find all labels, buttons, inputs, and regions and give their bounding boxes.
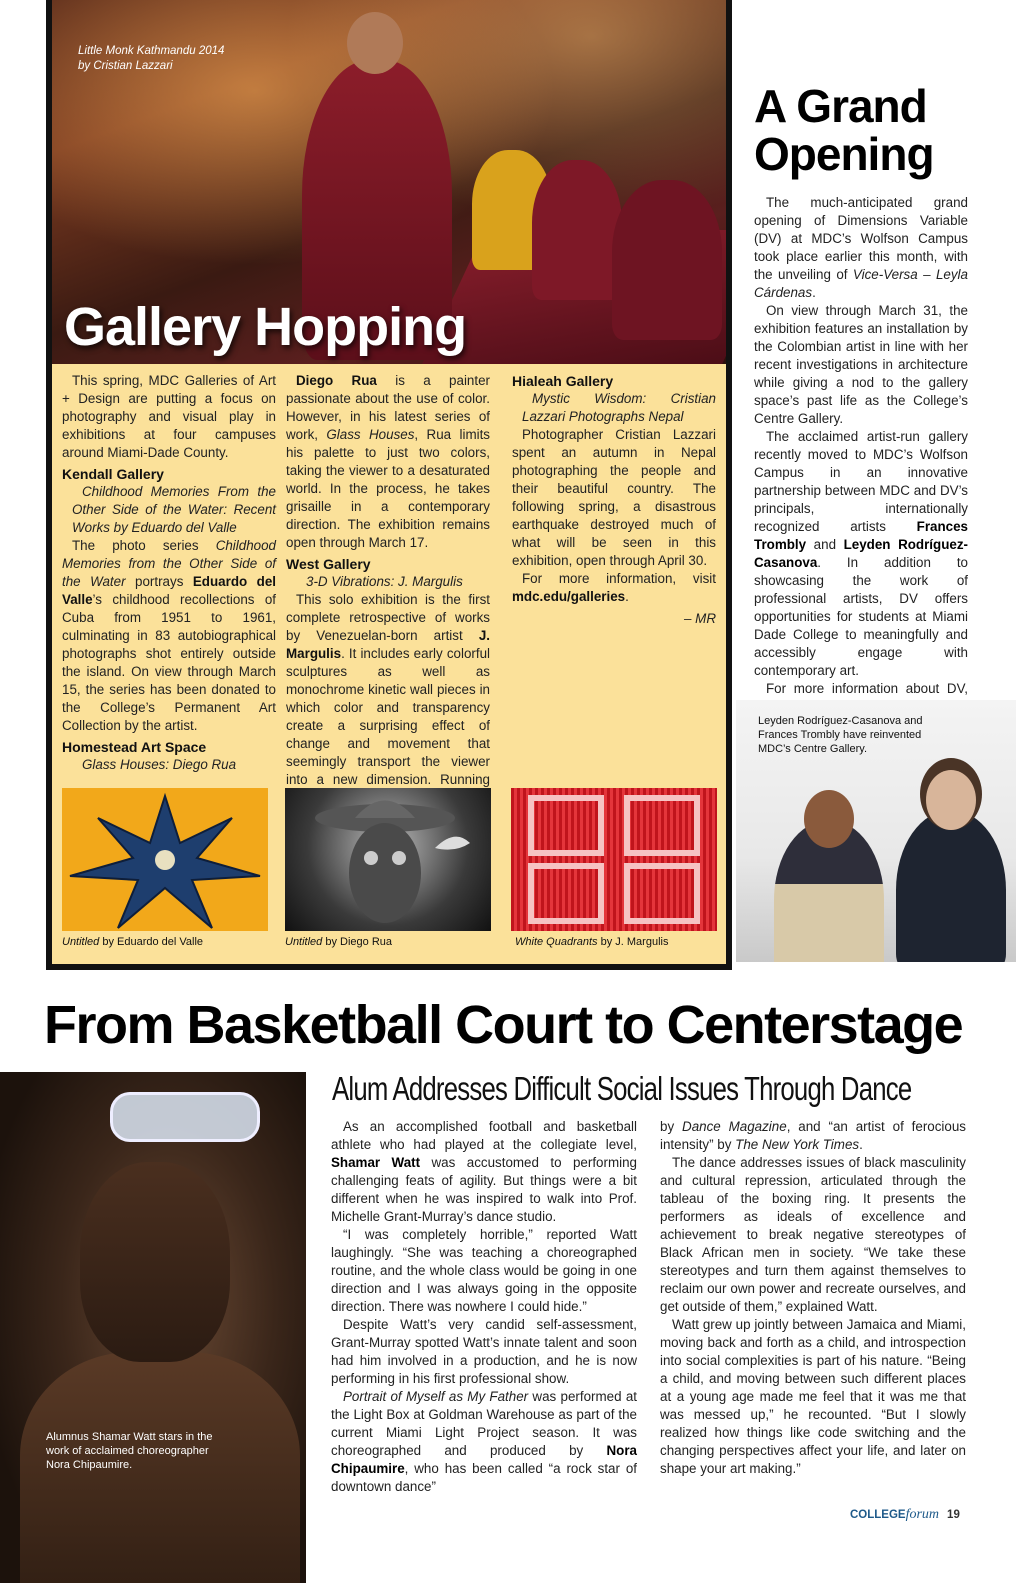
white-quadrants-graphic bbox=[511, 788, 717, 931]
grand-opening-paragraph: For more information about DV, bbox=[754, 680, 968, 716]
basketball-headline: From Basketball Court to Centerstage bbox=[44, 995, 963, 1055]
article-paragraph: Portrait of Myself as My Father was performed at the Light Box at Goldman Warehouse as part of the current Miami Light Project season. It was choreographed and produced by Nora Chipaumire, who has been called “a rock star of downtown dance” bbox=[331, 1389, 638, 1494]
shamar-photo-caption: Alumnus Shamar Watt stars in the work of acclaimed choreographer Nora Chipaumire. bbox=[46, 1431, 213, 1471]
grand-opening-body bbox=[754, 194, 968, 716]
basketball-column-2 bbox=[660, 1118, 966, 1478]
footer-brand: COLLEGE bbox=[850, 1509, 906, 1521]
homestead-heading: Homestead Art Space bbox=[62, 739, 207, 755]
photo-monk-shape bbox=[612, 180, 722, 340]
grand-opening-paragraph: The much-anticipated grand opening of Dimensions Variable (DV) at MDC’s Wolfson Campus took place earlier this month, with the unveiling of Vice-Versa – Leyla Cárdenas. bbox=[754, 195, 968, 300]
west-subtitle: 3-D Vibrations: J. Margulis bbox=[306, 574, 463, 589]
gallery-hopping-section bbox=[46, 0, 732, 970]
basketball-subheadline: Alum Addresses Difficult Social Issues Through Dance bbox=[332, 1070, 912, 1107]
west-heading: West Gallery bbox=[286, 556, 371, 572]
photo-monk-shape bbox=[532, 160, 622, 300]
photo-credit: Little Monk Kathmandu 2014 by Cristian Lazzari bbox=[78, 45, 225, 72]
photo-goggles-shape bbox=[110, 1092, 260, 1142]
article-paragraph: Despite Watt’s very candid self-assessment, Grant-Murray spotted Watt’s innate talent and soon had him involved in a production, and he is now performing in his first professional show. bbox=[331, 1317, 637, 1386]
grand-opening-paragraph: On view through March 31, the exhibition features an installation by the Colombian artist in line with her recent investigations in architecture while giving a nod to the gallery space’s past life as the College’s Centre Gallery. bbox=[754, 303, 968, 426]
homestead-paragraph: Diego Rua is a painter passionate about the use of color. However, in his latest series of work, Glass Houses, Rua limits his palette to just two colors, taking the viewer to a desaturated world. In the process, he takes grisaille in a contemporary direction. The exhibition remains open through March 17. bbox=[286, 373, 490, 550]
photo-person-shape bbox=[896, 810, 1006, 962]
galleries-link[interactable]: mdc.edu/galleries bbox=[512, 589, 626, 604]
article-paragraph: by Dance Magazine, and “an artist of ferocious intensity” by The New York Times. bbox=[660, 1119, 966, 1152]
author-signature: – MR bbox=[684, 611, 716, 626]
star-tent-graphic bbox=[62, 788, 268, 931]
artwork-caption: Untitled by Diego Rua bbox=[285, 936, 393, 948]
gallery-column-1 bbox=[62, 372, 276, 774]
article-paragraph: The dance addresses issues of black masculinity and cultural repression, articulated through the tableau of the boxing ring. It presents the performers as ideals of excellence and achievement to break negative stereotypes of Black African men in society. “We take these stereotypes and turn them against themselves to reclaim our own power and recreate ourselves, and get outside of them,” explained Watt. bbox=[660, 1155, 966, 1314]
page-footer bbox=[850, 1507, 960, 1523]
basketball-column-1 bbox=[331, 1118, 637, 1496]
article-paragraph: Watt grew up jointly between Jamaica and Miami, moving back and forth as a child, and introspection into social complexities is part of his nature. “Being a child, and moving between such different places at a young age made me feel that it was me that was messed up,” he recounted. “But I slowly realized how things like code switching and the changing perspectives affect your life, and later on shape your art making.” bbox=[660, 1317, 966, 1476]
artwork-diego-rua bbox=[285, 788, 491, 931]
artists-photo bbox=[736, 700, 1016, 962]
west-paragraph: This solo exhibition is the first complete retrospective of works by Venezuelan-born artist J. Margulis. It includes early colorful sculptures as well as monochrome kinetic wall pieces in which color and transparency create a surprising effect of change and movement that seemingly transport the viewer into a new dimension. Running bbox=[286, 592, 490, 787]
grand-opening-title: A Grand Opening bbox=[754, 80, 934, 180]
hialeah-paragraph: Photographer Cristian Lazzari spent an autumn in Nepal photographing the people and their beautiful country. The following spring, a disastrous earthquake destroyed much of what will be seen in this exhibition, open through April 30. bbox=[512, 427, 716, 568]
artists-photo-caption: Leyden Rodríguez-Casanova and Frances Trombly have reinvented MDC’s Centre Gallery. bbox=[758, 715, 923, 755]
grand-opening-paragraph: The acclaimed artist-run gallery recently moved to MDC’s Wolfson Campus in an innovative partnership between MDC and DV’s principals, internationally recognized artists Frances Trombly and Leyden Rodríguez-Casanova. In addition to showcasing the work of professional artists, DV offers opportunities for students at Miami Dade College to meaningfully and accessibly engage with contemporary art. bbox=[754, 429, 968, 678]
artwork-del-valle bbox=[62, 788, 268, 931]
hialeah-subtitle: Mystic Wisdom: Cristian Lazzari Photographs Nepal bbox=[522, 391, 716, 424]
shamar-watt-photo bbox=[0, 1072, 306, 1583]
little-monk-photo bbox=[52, 0, 726, 364]
article-paragraph: “I was completely horrible,” reported Watt laughingly. “She was teaching a choreographed routine, and the whole class would be going in one direction and I was always going in the opposite direction. There was nowhere I could hide.” bbox=[331, 1227, 637, 1314]
artwork-caption: White Quadrants by J. Margulis bbox=[515, 936, 669, 948]
article-paragraph: As an accomplished football and basketball athlete who had played at the collegiate level, Shamar Watt was accustomed to performing challenging feats of agility. But things were a bit different when he was inspired to walk into Prof. Michelle Grant-Murray’s dance studio. bbox=[331, 1119, 637, 1224]
artwork-caption: Untitled by Eduardo del Valle bbox=[62, 936, 204, 948]
kendall-subtitle: Childhood Memories From the Other Side of the Water: Recent Works by Eduardo del Valle bbox=[72, 484, 276, 535]
hialeah-heading: Hialeah Gallery bbox=[512, 373, 614, 389]
gallery-hopping-title: Gallery Hopping bbox=[64, 297, 467, 357]
kendall-heading: Kendall Gallery bbox=[62, 466, 164, 482]
kendall-paragraph: The photo series Childhood Memories from the Other Side of the Water portrays Eduardo del Valle’s childhood recollections of Cuba from 1951 to 1961, culminating in 83 autobiographical photographs shot entirely outside the island. On view through March 15, the series has been donated to the College’s Permanent Art Collection by the artist. bbox=[62, 538, 276, 733]
gallery-column-2 bbox=[286, 372, 490, 843]
photo-face-shape bbox=[80, 1162, 230, 1362]
grisaille-figure-graphic bbox=[285, 788, 491, 931]
gallery-column-3 bbox=[512, 372, 716, 628]
gallery-text-panel bbox=[52, 364, 726, 964]
footer-brand-script: forum bbox=[905, 1507, 940, 1522]
gallery-more-info: For more information, visit mdc.edu/galleries. bbox=[512, 571, 716, 604]
page-number: 19 bbox=[947, 1509, 960, 1521]
homestead-subtitle: Glass Houses: Diego Rua bbox=[82, 757, 237, 772]
artwork-margulis bbox=[511, 788, 717, 931]
gallery-intro: This spring, MDC Galleries of Art + Design are putting a focus on photography and visual play in exhibitions at four campuses around Miami-Dade County. bbox=[62, 373, 276, 460]
photo-person-shape bbox=[774, 820, 884, 962]
